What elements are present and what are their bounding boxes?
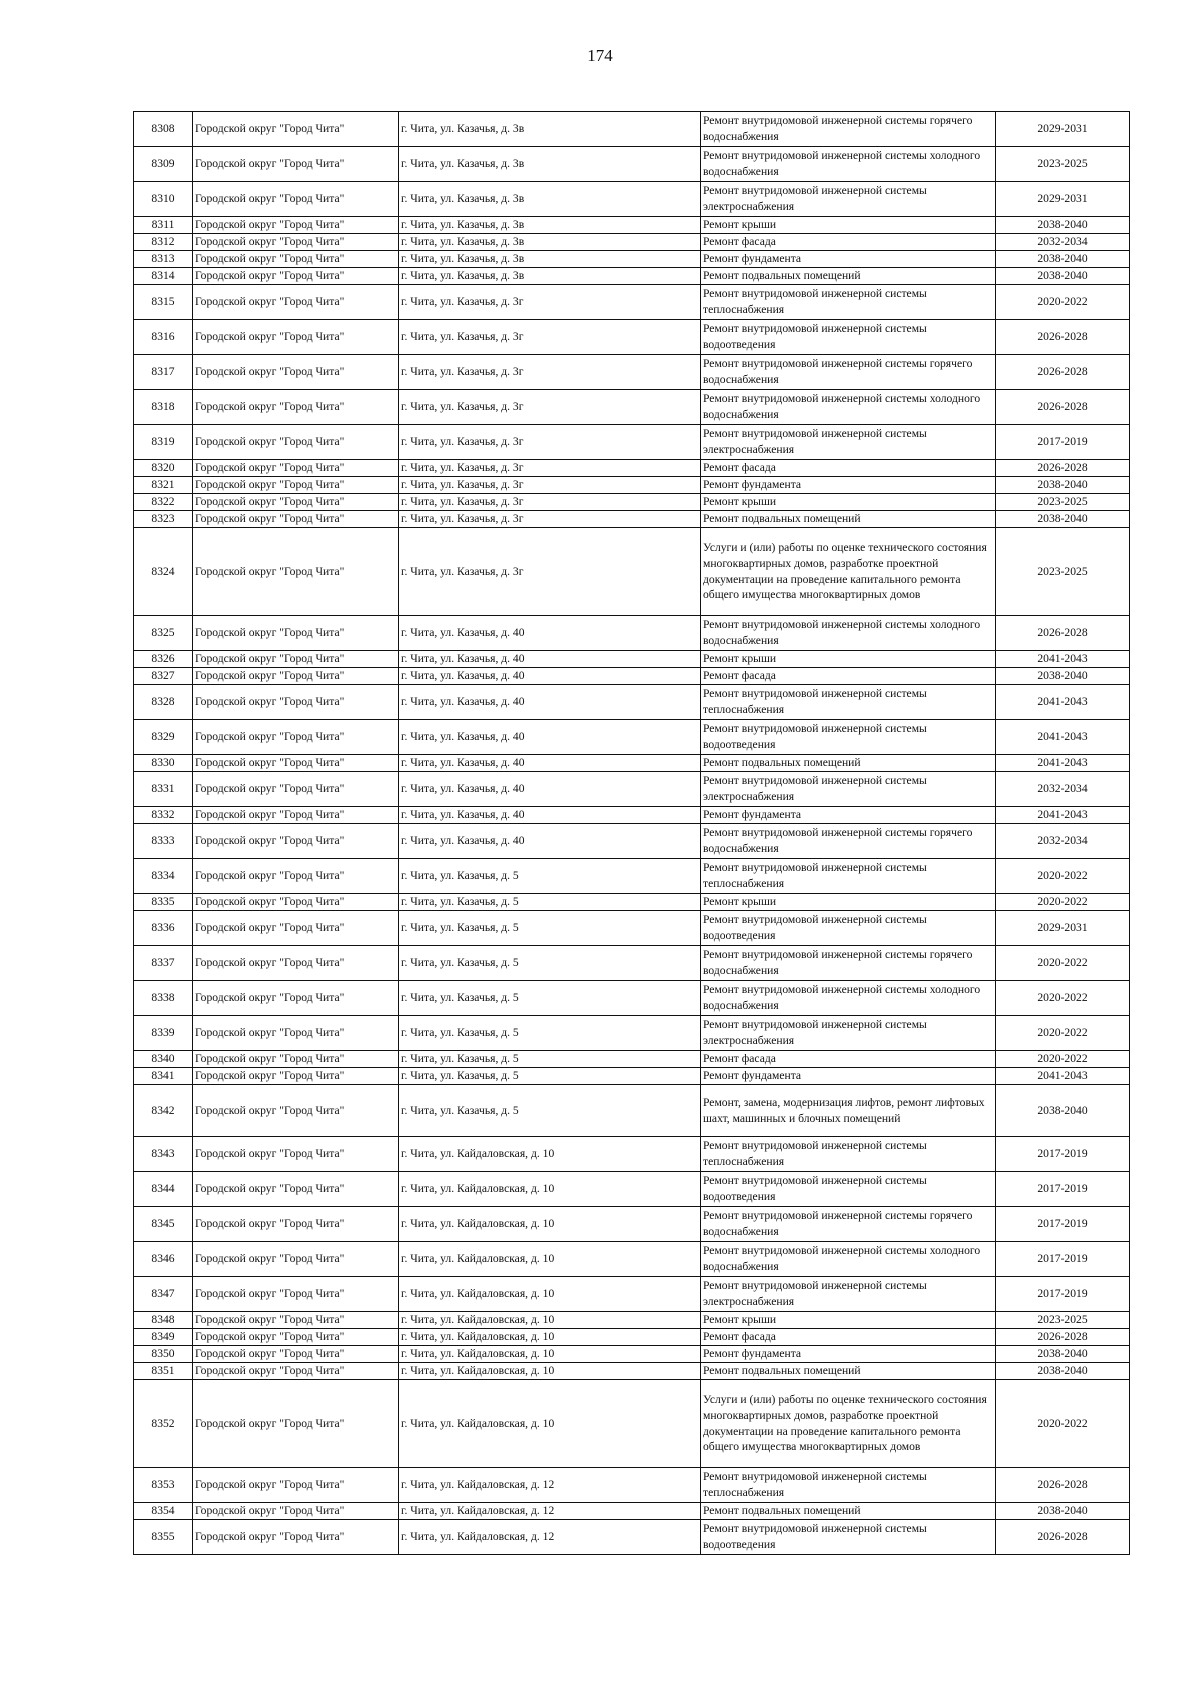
address-cell: г. Чита, ул. Казачья, д. 3г: [399, 494, 701, 511]
municipality-cell: Городской округ "Город Чита": [193, 390, 399, 425]
table-row: [134, 859, 1130, 894]
municipality-cell: Городской округ "Город Чита": [193, 425, 399, 460]
row-number: 8352: [134, 1380, 193, 1468]
period-cell: 2026-2028: [996, 616, 1130, 651]
table-row: [134, 251, 1130, 268]
municipality-cell: Городской округ "Город Чита": [193, 859, 399, 894]
address-cell: г. Чита, ул. Казачья, д. 3г: [399, 477, 701, 494]
table-row: [134, 528, 1130, 616]
municipality-cell: Городской округ "Город Чита": [193, 355, 399, 390]
address-cell: г. Чита, ул. Казачья, д. 40: [399, 616, 701, 651]
period-cell: 2029-2031: [996, 112, 1130, 147]
address-cell: г. Чита, ул. Казачья, д. 3в: [399, 112, 701, 147]
row-number: 8336: [134, 911, 193, 946]
table-row: [134, 112, 1130, 147]
row-number: 8345: [134, 1207, 193, 1242]
address-cell: г. Чита, ул. Казачья, д. 40: [399, 651, 701, 668]
table-row: [134, 494, 1130, 511]
table-row: [134, 1051, 1130, 1068]
address-cell: г. Чита, ул. Кайдаловская, д. 10: [399, 1380, 701, 1468]
table-row: [134, 1172, 1130, 1207]
period-cell: 2026-2028: [996, 390, 1130, 425]
address-cell: г. Чита, ул. Казачья, д. 3г: [399, 285, 701, 320]
address-cell: г. Чита, ул. Кайдаловская, д. 10: [399, 1207, 701, 1242]
address-cell: г. Чита, ул. Казачья, д. 3г: [399, 355, 701, 390]
row-number: 8346: [134, 1242, 193, 1277]
period-cell: 2020-2022: [996, 1016, 1130, 1051]
table-row: [134, 720, 1130, 755]
work-type-cell: Ремонт фундамента: [701, 251, 996, 268]
row-number: 8323: [134, 511, 193, 528]
address-cell: г. Чита, ул. Кайдаловская, д. 10: [399, 1346, 701, 1363]
period-cell: 2023-2025: [996, 528, 1130, 616]
row-number: 8324: [134, 528, 193, 616]
table-row: [134, 460, 1130, 477]
period-cell: 2041-2043: [996, 685, 1130, 720]
period-cell: 2041-2043: [996, 1068, 1130, 1085]
table-row: [134, 1242, 1130, 1277]
row-number: 8314: [134, 268, 193, 285]
table-row: [134, 824, 1130, 859]
period-cell: 2038-2040: [996, 1503, 1130, 1520]
table-row: [134, 1277, 1130, 1312]
period-cell: 2029-2031: [996, 911, 1130, 946]
period-cell: 2017-2019: [996, 1207, 1130, 1242]
period-cell: 2026-2028: [996, 355, 1130, 390]
municipality-cell: Городской округ "Город Чита": [193, 217, 399, 234]
work-type-cell: Ремонт внутридомовой инженерной системы водоотведения: [701, 1520, 996, 1555]
address-cell: г. Чита, ул. Казачья, д. 3в: [399, 251, 701, 268]
period-cell: 2038-2040: [996, 477, 1130, 494]
address-cell: г. Чита, ул. Казачья, д. 40: [399, 824, 701, 859]
row-number: 8326: [134, 651, 193, 668]
work-type-cell: Услуги и (или) работы по оценке технического состояния многоквартирных домов, разработке проектной документации на проведение капитального ремонта общего имущества многоквартирных домов: [701, 1380, 996, 1468]
row-number: 8322: [134, 494, 193, 511]
table-row: [134, 651, 1130, 668]
table-row: [134, 772, 1130, 807]
row-number: 8315: [134, 285, 193, 320]
municipality-cell: Городской округ "Город Чита": [193, 477, 399, 494]
table-row: [134, 1085, 1130, 1137]
period-cell: 2032-2034: [996, 234, 1130, 251]
municipality-cell: Городской округ "Город Чита": [193, 268, 399, 285]
row-number: 8351: [134, 1363, 193, 1380]
row-number: 8335: [134, 894, 193, 911]
period-cell: 2023-2025: [996, 147, 1130, 182]
municipality-cell: Городской округ "Город Чита": [193, 807, 399, 824]
table-row: [134, 1346, 1130, 1363]
row-number: 8309: [134, 147, 193, 182]
municipality-cell: Городской округ "Город Чита": [193, 668, 399, 685]
work-type-cell: Ремонт крыши: [701, 651, 996, 668]
period-cell: 2020-2022: [996, 859, 1130, 894]
row-number: 8332: [134, 807, 193, 824]
work-type-cell: Ремонт крыши: [701, 217, 996, 234]
table-row: [134, 1520, 1130, 1555]
address-cell: г. Чита, ул. Кайдаловская, д. 12: [399, 1468, 701, 1503]
row-number: 8339: [134, 1016, 193, 1051]
table-row: [134, 511, 1130, 528]
table-row: [134, 668, 1130, 685]
municipality-cell: Городской округ "Город Чита": [193, 755, 399, 772]
work-type-cell: Ремонт подвальных помещений: [701, 755, 996, 772]
work-type-cell: Услуги и (или) работы по оценке технического состояния многоквартирных домов, разработке проектной документации на проведение капитального ремонта общего имущества многоквартирных домов: [701, 528, 996, 616]
work-type-cell: Ремонт фасада: [701, 234, 996, 251]
work-type-cell: Ремонт фасада: [701, 460, 996, 477]
row-number: 8317: [134, 355, 193, 390]
municipality-cell: Городской округ "Город Чита": [193, 1242, 399, 1277]
table-body: [134, 112, 1130, 1555]
period-cell: 2020-2022: [996, 1380, 1130, 1468]
period-cell: 2038-2040: [996, 268, 1130, 285]
municipality-cell: Городской округ "Город Чита": [193, 182, 399, 217]
work-type-cell: Ремонт фасада: [701, 668, 996, 685]
work-type-cell: Ремонт внутридомовой инженерной системы электроснабжения: [701, 772, 996, 807]
work-type-cell: Ремонт внутридомовой инженерной системы водоотведения: [701, 720, 996, 755]
table-row: [134, 268, 1130, 285]
address-cell: г. Чита, ул. Казачья, д. 3г: [399, 528, 701, 616]
row-number: 8333: [134, 824, 193, 859]
period-cell: 2017-2019: [996, 1172, 1130, 1207]
work-type-cell: Ремонт внутридомовой инженерной системы водоотведения: [701, 1172, 996, 1207]
row-number: 8348: [134, 1312, 193, 1329]
period-cell: 2032-2034: [996, 772, 1130, 807]
address-cell: г. Чита, ул. Казачья, д. 3г: [399, 511, 701, 528]
row-number: 8316: [134, 320, 193, 355]
period-cell: 2038-2040: [996, 1346, 1130, 1363]
address-cell: г. Чита, ул. Казачья, д. 5: [399, 894, 701, 911]
address-cell: г. Чита, ул. Казачья, д. 3в: [399, 147, 701, 182]
address-cell: г. Чита, ул. Казачья, д. 5: [399, 911, 701, 946]
municipality-cell: Городской округ "Город Чита": [193, 1329, 399, 1346]
municipality-cell: Городской округ "Город Чита": [193, 1520, 399, 1555]
table-row: [134, 217, 1130, 234]
work-type-cell: Ремонт внутридомовой инженерной системы горячего водоснабжения: [701, 946, 996, 981]
table-row: [134, 390, 1130, 425]
work-type-cell: Ремонт внутридомовой инженерной системы горячего водоснабжения: [701, 112, 996, 147]
period-cell: 2020-2022: [996, 981, 1130, 1016]
work-type-cell: Ремонт внутридомовой инженерной системы теплоснабжения: [701, 685, 996, 720]
work-type-cell: Ремонт внутридомовой инженерной системы горячего водоснабжения: [701, 355, 996, 390]
row-number: 8342: [134, 1085, 193, 1137]
row-number: 8354: [134, 1503, 193, 1520]
row-number: 8325: [134, 616, 193, 651]
address-cell: г. Чита, ул. Кайдаловская, д. 12: [399, 1503, 701, 1520]
period-cell: 2041-2043: [996, 651, 1130, 668]
work-type-cell: Ремонт внутридомовой инженерной системы холодного водоснабжения: [701, 147, 996, 182]
table-row: [134, 1468, 1130, 1503]
period-cell: 2017-2019: [996, 1277, 1130, 1312]
row-number: 8353: [134, 1468, 193, 1503]
table-row: [134, 1363, 1130, 1380]
row-number: 8310: [134, 182, 193, 217]
row-number: 8321: [134, 477, 193, 494]
period-cell: 2026-2028: [996, 320, 1130, 355]
table-row: [134, 425, 1130, 460]
period-cell: 2017-2019: [996, 1137, 1130, 1172]
municipality-cell: Городской округ "Город Чита": [193, 1346, 399, 1363]
table-row: [134, 755, 1130, 772]
work-type-cell: Ремонт внутридомовой инженерной системы теплоснабжения: [701, 1137, 996, 1172]
address-cell: г. Чита, ул. Кайдаловская, д. 10: [399, 1329, 701, 1346]
period-cell: 2026-2028: [996, 1329, 1130, 1346]
work-type-cell: Ремонт внутридомовой инженерной системы холодного водоснабжения: [701, 1242, 996, 1277]
address-cell: г. Чита, ул. Кайдаловская, д. 10: [399, 1312, 701, 1329]
work-type-cell: Ремонт внутридомовой инженерной системы водоотведения: [701, 320, 996, 355]
page-number: 174: [587, 46, 613, 65]
municipality-cell: Городской округ "Город Чита": [193, 894, 399, 911]
table-row: [134, 616, 1130, 651]
work-type-cell: Ремонт внутридомовой инженерной системы холодного водоснабжения: [701, 616, 996, 651]
address-cell: г. Чита, ул. Казачья, д. 40: [399, 668, 701, 685]
municipality-cell: Городской округ "Город Чита": [193, 285, 399, 320]
period-cell: 2038-2040: [996, 1363, 1130, 1380]
municipality-cell: Городской округ "Город Чита": [193, 824, 399, 859]
municipality-cell: Городской округ "Город Чита": [193, 1277, 399, 1312]
address-cell: г. Чита, ул. Казачья, д. 5: [399, 946, 701, 981]
row-number: 8334: [134, 859, 193, 894]
municipality-cell: Городской округ "Город Чита": [193, 494, 399, 511]
table-row: [134, 981, 1130, 1016]
address-cell: г. Чита, ул. Кайдаловская, д. 10: [399, 1242, 701, 1277]
address-cell: г. Чита, ул. Казачья, д. 3г: [399, 390, 701, 425]
address-cell: г. Чита, ул. Кайдаловская, д. 10: [399, 1363, 701, 1380]
row-number: 8331: [134, 772, 193, 807]
work-type-cell: Ремонт, замена, модернизация лифтов, ремонт лифтовых шахт, машинных и блочных помещений: [701, 1085, 996, 1137]
period-cell: 2026-2028: [996, 1468, 1130, 1503]
row-number: 8312: [134, 234, 193, 251]
period-cell: 2020-2022: [996, 894, 1130, 911]
municipality-cell: Городской округ "Город Чита": [193, 946, 399, 981]
municipality-cell: Городской округ "Город Чита": [193, 1137, 399, 1172]
table-row: [134, 1380, 1130, 1468]
work-type-cell: Ремонт внутридомовой инженерной системы горячего водоснабжения: [701, 824, 996, 859]
period-cell: 2041-2043: [996, 807, 1130, 824]
row-number: 8318: [134, 390, 193, 425]
table-row: [134, 1137, 1130, 1172]
work-type-cell: Ремонт подвальных помещений: [701, 1363, 996, 1380]
work-type-cell: Ремонт крыши: [701, 1312, 996, 1329]
municipality-cell: Городской округ "Город Чита": [193, 651, 399, 668]
municipality-cell: Городской округ "Город Чита": [193, 1312, 399, 1329]
municipality-cell: Городской округ "Город Чита": [193, 685, 399, 720]
address-cell: г. Чита, ул. Казачья, д. 40: [399, 755, 701, 772]
table-row: [134, 147, 1130, 182]
address-cell: г. Чита, ул. Казачья, д. 5: [399, 981, 701, 1016]
table-row: [134, 1329, 1130, 1346]
row-number: 8328: [134, 685, 193, 720]
period-cell: 2017-2019: [996, 425, 1130, 460]
work-type-cell: Ремонт внутридомовой инженерной системы электроснабжения: [701, 1016, 996, 1051]
row-number: 8308: [134, 112, 193, 147]
municipality-cell: Городской округ "Город Чита": [193, 616, 399, 651]
row-number: 8349: [134, 1329, 193, 1346]
municipality-cell: Городской округ "Город Чита": [193, 1085, 399, 1137]
period-cell: 2032-2034: [996, 824, 1130, 859]
period-cell: 2023-2025: [996, 494, 1130, 511]
table-row: [134, 894, 1130, 911]
work-type-cell: Ремонт внутридомовой инженерной системы электроснабжения: [701, 182, 996, 217]
period-cell: 2020-2022: [996, 946, 1130, 981]
municipality-cell: Городской округ "Город Чита": [193, 772, 399, 807]
row-number: 8313: [134, 251, 193, 268]
work-type-cell: Ремонт фасада: [701, 1329, 996, 1346]
address-cell: г. Чита, ул. Кайдаловская, д. 12: [399, 1520, 701, 1555]
row-number: 8347: [134, 1277, 193, 1312]
work-type-cell: Ремонт внутридомовой инженерной системы холодного водоснабжения: [701, 981, 996, 1016]
table-row: [134, 477, 1130, 494]
municipality-cell: Городской округ "Город Чита": [193, 234, 399, 251]
municipality-cell: Городской округ "Город Чита": [193, 1207, 399, 1242]
table-row: [134, 1503, 1130, 1520]
work-type-cell: Ремонт внутридомовой инженерной системы электроснабжения: [701, 425, 996, 460]
municipality-cell: Городской округ "Город Чита": [193, 1380, 399, 1468]
table-row: [134, 234, 1130, 251]
address-cell: г. Чита, ул. Казачья, д. 5: [399, 859, 701, 894]
row-number: 8337: [134, 946, 193, 981]
repair-schedule-table: [133, 111, 1130, 1555]
row-number: 8341: [134, 1068, 193, 1085]
table-row: [134, 911, 1130, 946]
row-number: 8340: [134, 1051, 193, 1068]
work-type-cell: Ремонт внутридомовой инженерной системы теплоснабжения: [701, 1468, 996, 1503]
work-type-cell: Ремонт подвальных помещений: [701, 511, 996, 528]
period-cell: 2038-2040: [996, 668, 1130, 685]
row-number: 8343: [134, 1137, 193, 1172]
address-cell: г. Чита, ул. Кайдаловская, д. 10: [399, 1137, 701, 1172]
period-cell: 2020-2022: [996, 1051, 1130, 1068]
table-row: [134, 182, 1130, 217]
table-row: [134, 807, 1130, 824]
address-cell: г. Чита, ул. Казачья, д. 3в: [399, 268, 701, 285]
period-cell: 2038-2040: [996, 251, 1130, 268]
period-cell: 2026-2028: [996, 1520, 1130, 1555]
municipality-cell: Городской округ "Город Чита": [193, 911, 399, 946]
address-cell: г. Чита, ул. Казачья, д. 3г: [399, 320, 701, 355]
row-number: 8311: [134, 217, 193, 234]
work-type-cell: Ремонт фасада: [701, 1051, 996, 1068]
period-cell: 2041-2043: [996, 755, 1130, 772]
row-number: 8327: [134, 668, 193, 685]
address-cell: г. Чита, ул. Казачья, д. 5: [399, 1085, 701, 1137]
work-type-cell: Ремонт внутридомовой инженерной системы холодного водоснабжения: [701, 390, 996, 425]
work-type-cell: Ремонт внутридомовой инженерной системы электроснабжения: [701, 1277, 996, 1312]
row-number: 8330: [134, 755, 193, 772]
address-cell: г. Чита, ул. Казачья, д. 5: [399, 1068, 701, 1085]
municipality-cell: Городской округ "Город Чита": [193, 251, 399, 268]
municipality-cell: Городской округ "Город Чита": [193, 112, 399, 147]
address-cell: г. Чита, ул. Казачья, д. 3г: [399, 425, 701, 460]
table-row: [134, 320, 1130, 355]
table-row: [134, 355, 1130, 390]
row-number: 8329: [134, 720, 193, 755]
row-number: 8338: [134, 981, 193, 1016]
municipality-cell: Городской округ "Город Чита": [193, 1503, 399, 1520]
municipality-cell: Городской округ "Город Чита": [193, 1016, 399, 1051]
address-cell: г. Чита, ул. Казачья, д. 3в: [399, 234, 701, 251]
address-cell: г. Чита, ул. Казачья, д. 5: [399, 1016, 701, 1051]
table-row: [134, 285, 1130, 320]
work-type-cell: Ремонт фундамента: [701, 807, 996, 824]
municipality-cell: Городской округ "Город Чита": [193, 1363, 399, 1380]
municipality-cell: Городской округ "Город Чита": [193, 981, 399, 1016]
municipality-cell: Городской округ "Город Чита": [193, 1468, 399, 1503]
row-number: 8355: [134, 1520, 193, 1555]
work-type-cell: Ремонт крыши: [701, 894, 996, 911]
work-type-cell: Ремонт внутридомовой инженерной системы водоотведения: [701, 911, 996, 946]
work-type-cell: Ремонт фундамента: [701, 477, 996, 494]
address-cell: г. Чита, ул. Казачья, д. 3в: [399, 182, 701, 217]
table-row: [134, 1207, 1130, 1242]
address-cell: г. Чита, ул. Казачья, д. 40: [399, 685, 701, 720]
table-row: [134, 685, 1130, 720]
period-cell: 2020-2022: [996, 285, 1130, 320]
row-number: 8319: [134, 425, 193, 460]
municipality-cell: Городской округ "Город Чита": [193, 460, 399, 477]
period-cell: 2026-2028: [996, 460, 1130, 477]
work-type-cell: Ремонт подвальных помещений: [701, 268, 996, 285]
municipality-cell: Городской округ "Город Чита": [193, 147, 399, 182]
period-cell: 2038-2040: [996, 217, 1130, 234]
work-type-cell: Ремонт подвальных помещений: [701, 1503, 996, 1520]
period-cell: 2038-2040: [996, 511, 1130, 528]
work-type-cell: Ремонт внутридомовой инженерной системы горячего водоснабжения: [701, 1207, 996, 1242]
work-type-cell: Ремонт внутридомовой инженерной системы теплоснабжения: [701, 859, 996, 894]
address-cell: г. Чита, ул. Кайдаловская, д. 10: [399, 1172, 701, 1207]
work-type-cell: Ремонт крыши: [701, 494, 996, 511]
municipality-cell: Городской округ "Город Чита": [193, 1068, 399, 1085]
period-cell: 2023-2025: [996, 1312, 1130, 1329]
address-cell: г. Чита, ул. Казачья, д. 3в: [399, 217, 701, 234]
work-type-cell: Ремонт внутридомовой инженерной системы теплоснабжения: [701, 285, 996, 320]
municipality-cell: Городской округ "Город Чита": [193, 511, 399, 528]
municipality-cell: Городской округ "Город Чита": [193, 1172, 399, 1207]
address-cell: г. Чита, ул. Кайдаловская, д. 10: [399, 1277, 701, 1312]
period-cell: 2041-2043: [996, 720, 1130, 755]
table-row: [134, 1068, 1130, 1085]
municipality-cell: Городской округ "Город Чита": [193, 320, 399, 355]
work-type-cell: Ремонт фундамента: [701, 1346, 996, 1363]
address-cell: г. Чита, ул. Казачья, д. 40: [399, 720, 701, 755]
municipality-cell: Городской округ "Город Чита": [193, 720, 399, 755]
municipality-cell: Городской округ "Город Чита": [193, 528, 399, 616]
table-row: [134, 1016, 1130, 1051]
period-cell: 2017-2019: [996, 1242, 1130, 1277]
period-cell: 2038-2040: [996, 1085, 1130, 1137]
row-number: 8320: [134, 460, 193, 477]
work-type-cell: Ремонт фундамента: [701, 1068, 996, 1085]
row-number: 8350: [134, 1346, 193, 1363]
row-number: 8344: [134, 1172, 193, 1207]
address-cell: г. Чита, ул. Казачья, д. 40: [399, 807, 701, 824]
period-cell: 2029-2031: [996, 182, 1130, 217]
address-cell: г. Чита, ул. Казачья, д. 5: [399, 1051, 701, 1068]
table-row: [134, 1312, 1130, 1329]
municipality-cell: Городской округ "Город Чита": [193, 1051, 399, 1068]
table-row: [134, 946, 1130, 981]
address-cell: г. Чита, ул. Казачья, д. 3г: [399, 460, 701, 477]
address-cell: г. Чита, ул. Казачья, д. 40: [399, 772, 701, 807]
